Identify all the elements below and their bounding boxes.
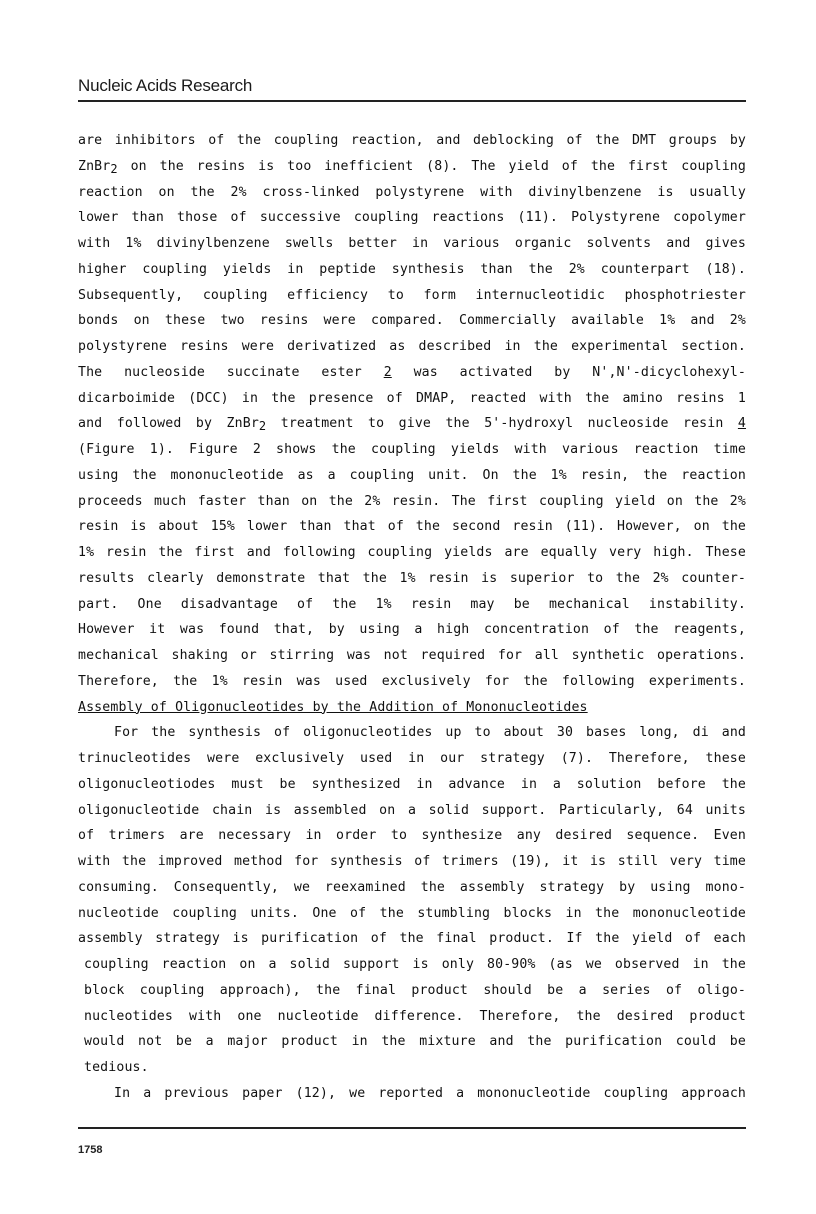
text-line: However it was found that, by using a high concentration of the reagents,: [78, 622, 746, 638]
text-line: resin is about 15% lower than that of the second resin (11). However, on the: [78, 519, 746, 535]
text-line: tedious.: [84, 1060, 149, 1075]
subscript: 2: [258, 419, 267, 434]
paragraph-1: [78, 128, 746, 695]
text-line: 1% resin the first and following coupling yields are equally very high. These: [78, 545, 746, 560]
text-line: [78, 360, 746, 386]
journal-header: Nucleic Acids Research: [78, 76, 253, 95]
text-line: with 1% divinylbenzene swells better in various organic solvents and gives: [78, 236, 746, 251]
text-line: higher coupling yields in peptide synthesis than the 2% counterpart (18).: [78, 261, 746, 277]
text-line: In a previous paper (12), we reported a mononucleotide coupling approach: [114, 1085, 746, 1101]
text-span: was activated by N',N'-dicyclohexyl-: [391, 364, 746, 380]
text-line: [78, 154, 746, 180]
chem-formula: ZnBr: [78, 158, 111, 174]
text-line: would not be a major product in the mixture and the purification could be: [84, 1034, 746, 1050]
text-line: lower than those of successive coupling reactions (11). Polystyrene copolymer: [78, 210, 746, 226]
compound-number: 2: [383, 364, 392, 380]
text-line: are inhibitors of the coupling reaction, and deblocking of the DMT groups by: [78, 133, 746, 148]
text-line: oligonucleotide chain is assembled on a solid support. Particularly, 64 units: [78, 802, 746, 818]
footer-rule: [78, 1127, 746, 1129]
text-line: assembly strategy is purification of the final product. If the yield of each: [78, 931, 746, 947]
text-line: consuming. Consequently, we reexamined the assembly strategy by using mono-: [78, 879, 746, 895]
compound-number: 4: [737, 416, 746, 432]
text-line: trinucleotides were exclusively used in our strategy (7). Therefore, these: [78, 751, 746, 766]
text-line: part. One disadvantage of the 1% resin may be mechanical instability.: [78, 596, 746, 612]
text-line: proceeds much faster than on the 2% resin. The first coupling yield on the 2%: [78, 493, 746, 509]
text-line: reaction on the 2% cross-linked polystyrene with divinylbenzene is usually: [78, 184, 746, 200]
text-span: The nucleoside succinate ester: [78, 364, 384, 380]
section-heading: Assembly of Oligonucleotides by the Addition of Mononucleotides: [78, 699, 588, 715]
text-line: dicarboimide (DCC) in the presence of DMAP, reacted with the amino resins 1: [78, 390, 746, 406]
text-line: bonds on these two resins were compared. Commercially available 1% and 2%: [78, 313, 746, 329]
subscript: 2: [110, 161, 118, 176]
text-span: treatment to give the 5'-hydroxyl nucleoside resin: [266, 416, 738, 432]
text-line: Subsequently, coupling efficiency to form internucleotidic phosphotriester: [78, 287, 746, 303]
text-line: of trimers are necessary in order to synthesize any desired sequence. Even: [78, 828, 746, 844]
text-line: For the synthesis of oligonucleotides up to about 30 bases long, di and: [114, 725, 746, 741]
text-line: (Figure 1). Figure 2 shows the coupling yields with various reaction time: [78, 442, 746, 457]
text-line: block coupling approach), the final product should be a series of oligo-: [84, 982, 746, 998]
text-line: nucleotides with one nucleotide difference. Therefore, the desired product: [84, 1008, 746, 1024]
text-line: Therefore, the 1% resin was used exclusively for the following experiments.: [78, 673, 746, 689]
text-line: using the mononucleotide as a coupling unit. On the 1% resin, the reaction: [78, 467, 746, 483]
text-span: on the resins is too inefficient (8). The yield of the first coupling: [117, 158, 746, 174]
text-line: nucleotide coupling units. One of the stumbling blocks in the mononucleotide: [78, 905, 746, 921]
page-number: 1758: [78, 1144, 103, 1156]
paragraph-2: [78, 720, 746, 1081]
text-line: [78, 411, 746, 437]
header-rule: [78, 100, 746, 102]
text-line: mechanical shaking or stirring was not required for all synthetic operations.: [78, 648, 746, 663]
text-line: results clearly demonstrate that the 1% resin is superior to the 2% counter-: [78, 570, 746, 586]
text-line: oligonucleotiodes must be synthesized in advance in a solution before the: [78, 776, 746, 792]
text-line: polystyrene resins were derivatized as described in the experimental section.: [78, 339, 746, 354]
paragraph-3: [78, 1081, 746, 1107]
article-body: [78, 128, 746, 1107]
text-line: with the improved method for synthesis of trimers (19), it is still very time: [78, 854, 746, 869]
text-span: and followed by ZnBr: [78, 416, 259, 432]
text-line: coupling reaction on a solid support is only 80-90% (as we observed in the: [84, 957, 746, 972]
